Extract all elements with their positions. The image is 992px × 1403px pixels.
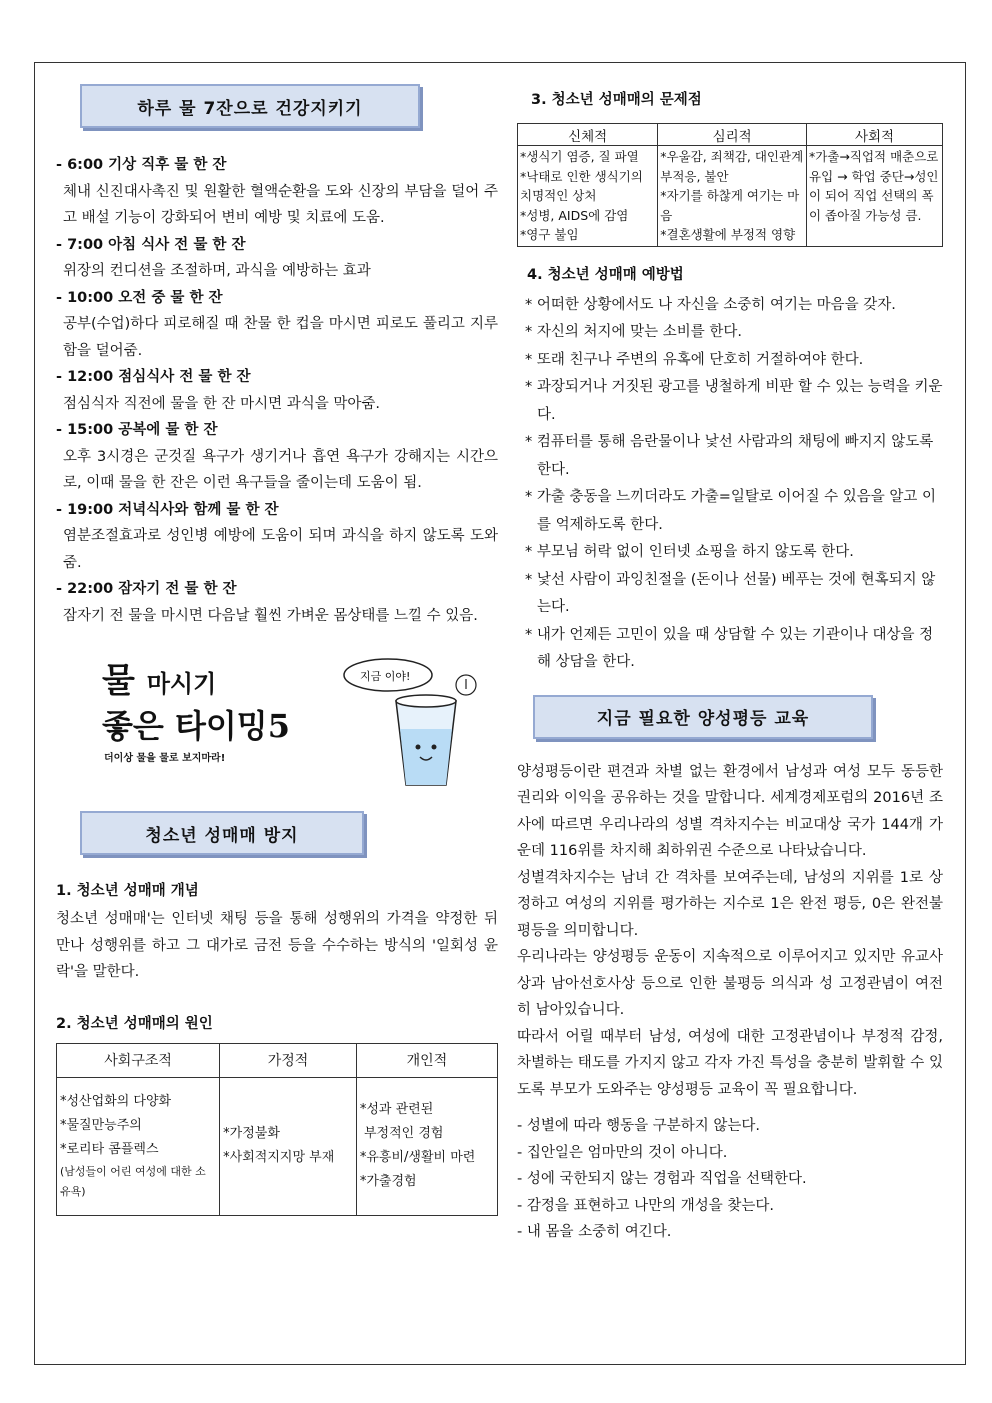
cell-line: *사회적지지망 부재 [223,1150,335,1165]
table-header: 사회구조적 [57,1043,220,1077]
table-cell [57,1077,220,1215]
list-item: * 자신의 처지에 맞는 소비를 한다. [525,324,742,340]
schedule-item [56,576,498,629]
table-header: 신체적 [518,124,658,146]
table-cell [807,146,943,247]
schedule-head: - 15:00 공복에 물 한 잔 [56,422,218,438]
list-item: * 낯선 사람이 과잉친절을 (돈이나 선물) 베푸는 것에 현혹되지 않는다. [525,571,936,615]
cell-line: *물질만능주의 [60,1118,142,1133]
cell-line: *결혼생활에 부정적 영향 [660,227,796,242]
water-glass-icon [326,655,486,795]
table-cell [518,146,658,247]
list-item: * 어떠한 상황에서도 나 자신을 소중히 여기는 마음을 갖자. [525,296,896,313]
art-title-line2: 좋은 타이밍5 [102,707,290,745]
water-schedule [56,152,498,629]
left-column [56,84,498,1216]
cell-note: (남성들이 어린 여성에 대한 소유욕) [60,1165,206,1198]
water-banner: 하루 물 7잔으로 건강지키기 [80,84,420,128]
table-header-row [518,124,943,146]
schedule-body: 위장의 컨디션을 조절하며, 과식을 예방하는 효과 [63,263,371,279]
cell-line: *로리타 콤플렉스 [60,1142,159,1157]
table-header: 가정적 [220,1043,357,1077]
equality-list [517,1113,943,1246]
cell-line: *가출경험 [359,1174,417,1189]
schedule-body: 점심식자 직전에 물을 한 잔 마시면 과식을 막아줌. [63,395,381,412]
schedule-item [56,497,498,577]
concept-text: 청소년 성매매'는 인터넷 채팅 등을 통해 성행위의 가격을 약정한 뒤 만나 성행위를 하고 그 대가로 금전 등을 수수하는 방식의 '일회성 윤락'을 말한다. [56,911,498,980]
art-subtitle: 더이상 물을 물로 보지마라! [104,753,226,764]
table-cell [658,146,807,247]
equality-banner: 지금 필요한 양성평등 교육 [533,695,873,739]
cell-line: *성과 관련된 [359,1102,434,1117]
cell-line: *가정불화 [223,1126,280,1141]
paragraph: 따라서 어릴 때부터 남성, 여성에 대한 고정관념이나 부정적 감정, 차별하는 태도를 가지지 않고 각자 가진 특성을 충분히 발휘할 수 있도록 부모가 도와주는 양성평등 교육이 꼭 필요합니다. [517,1028,943,1098]
cell-line: *자기를 하찮게 여기는 마음 [660,188,800,223]
paragraph: 양성평등이란 편견과 차별 없는 환경에서 남성과 여성 모두 동등한 권리와 이익을 공유하는 것을 말합니다. 세계경제포럼의 2016년 조사에 따르면 우리나라의 성별 격차지수는 비교대상 국가 144개 가운데 116위를 차지해 최하위권 수준으로 나타났습니다. [517,763,943,859]
schedule-head: - 7:00 아침 식사 전 물 한 잔 [56,236,246,253]
table-header: 개인적 [356,1043,497,1077]
table-cell [220,1077,357,1215]
schedule-item [56,364,498,417]
water-illustration [56,651,498,801]
cause-table [56,1043,498,1216]
prevention-banner: 청소년 성매매 방지 [80,811,364,855]
cell-line: *생식기 염증, 질 파열 [520,149,639,164]
list-item: * 부모님 허락 없이 인터넷 쇼핑을 하지 않도록 한다. [525,544,854,560]
schedule-head: - 19:00 저녁식사와 함께 물 한 잔 [56,501,279,518]
schedule-body: 체내 신진대사촉진 및 원활한 혈액순환을 도와 신장의 부담을 덜어 주고 배설 기능이 강화되어 변비 예방 및 치료에 도움. [63,183,498,226]
list-item: * 컴퓨터를 통해 음란물이나 낯선 사람과의 채팅에 빠지지 않도록 한다. [525,434,934,478]
list-item: - 성에 국한되지 않는 경험과 직업을 선택한다. [517,1171,807,1187]
list-item: - 성별에 따라 행동을 구분하지 않는다. [517,1118,760,1134]
art-title-line1 [102,661,216,704]
table-row [518,146,943,247]
cell-line: 부정적인 경험 [359,1126,444,1141]
list-item: - 감정을 표현하고 나만의 개성을 찾는다. [517,1197,774,1214]
paragraph: 성별격차지수는 남녀 간 격차를 보여주는데, 남성의 지위를 1로 상정하고 여성의 지위를 평가하는 지수로 1은 완전 평등, 0은 완전불평등을 의미합니다. [517,869,943,939]
table-header: 사회적 [807,124,943,146]
cell-line: *유흥비/생활비 마련 [359,1150,476,1165]
art-word-drink: 마시기 [146,669,217,698]
cell-line: *가출→직업적 매춘으로 유입 → 학업 중단→성인이 되어 직업 선택의 폭이 좁아질 가능성 큼. [809,149,939,223]
table-header-row [57,1043,498,1077]
schedule-body: 오후 3시경은 군것질 욕구가 생기거나 흡연 욕구가 강해지는 시간으로, 이때 물을 한 잔은 이런 욕구들을 줄이는데 도움이 됨. [63,448,498,491]
prevention-title: 4. 청소년 성매매 예방법 [527,266,684,283]
schedule-head: - 22:00 잠자기 전 물 한 잔 [56,581,237,597]
list-item: * 내가 언제든 고민이 있을 때 상담할 수 있는 기관이나 대상을 정해 상담을 한다. [525,626,934,670]
schedule-item [56,232,498,285]
right-column [517,84,943,1246]
schedule-head: - 10:00 오전 중 물 한 잔 [56,289,223,306]
cell-line: *우울감, 죄책감, 대인관계부적응, 불안 [660,149,804,184]
paragraph: 우리나라는 양성평등 운동이 지속적으로 이루어지고 있지만 유교사상과 남아선호사상 등으로 인한 불평등 의식과 성 고정관념이 여전히 남아있습니다. [517,949,943,1018]
cell-line: *성병, AIDS에 감염 [520,207,629,223]
list-item: * 또래 친구나 주변의 유혹에 단호히 거절하여야 한다. [525,351,864,368]
schedule-body: 공부(수업)하다 피로해질 때 찬물 한 컵을 마시면 피로도 풀리고 지루함을 덜어줌. [63,316,498,359]
schedule-item [56,285,498,365]
schedule-item [56,152,498,232]
schedule-item [56,417,498,497]
schedule-body: 염분조절효과로 성인병 예방에 도움이 되며 과식을 하지 않도록 도와줌. [63,528,498,571]
cell-line: *성산업화의 다양화 [60,1094,172,1109]
equality-text [517,759,943,1104]
schedule-body: 잠자기 전 물을 마시면 다음날 훨씬 가벼운 몸상태를 느낄 수 있음. [63,607,478,624]
concept-title: 1. 청소년 성매매 개념 [56,883,199,899]
problem-title: 3. 청소년 성매매의 문제점 [531,92,702,108]
cell-line: *영구 불임 [520,227,579,242]
speech-bubble-text: 지금 이야! [360,670,411,683]
schedule-head: - 6:00 기상 직후 물 한 잔 [56,157,227,173]
list-item: * 가출 충동을 느끼더라도 가출=일탈로 이어질 수 있음을 알고 이를 억제하도록 한다. [525,489,937,533]
table-cell [356,1077,497,1215]
list-item: - 내 몸을 소중히 여긴다. [517,1224,672,1240]
cause-title: 2. 청소년 성매매의 원인 [56,1015,213,1032]
list-item: * 과장되거나 거짓된 광고를 냉철하게 비판 할 수 있는 능력을 키운다. [525,379,943,423]
prevention-tips [517,292,943,677]
cell-line: *낙태로 인한 생식기의 치명적인 상처 [520,168,643,203]
table-row [57,1077,498,1215]
art-word-water: 물 [102,661,135,701]
list-item: - 집안일은 엄마만의 것이 아니다. [517,1144,728,1161]
table-header: 심리적 [658,124,807,146]
schedule-head: - 12:00 점심식사 전 물 한 잔 [56,369,251,385]
problem-table [517,123,943,247]
